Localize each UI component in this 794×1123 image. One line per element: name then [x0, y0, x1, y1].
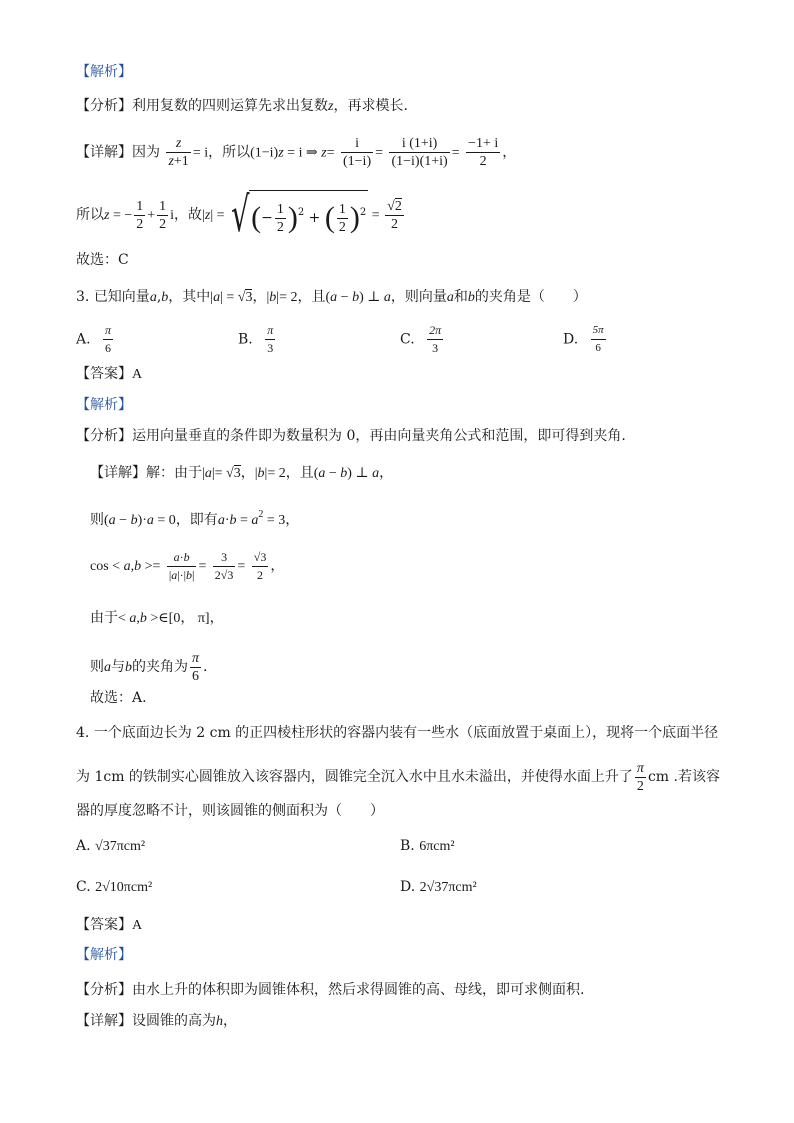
q4-option-d-label: D. [400, 879, 416, 895]
q3-stem-text: 已知向量 [93, 289, 150, 305]
q4-option-b [400, 838, 455, 855]
q3-option-d [563, 322, 608, 357]
q3-option-d-num: 5π [591, 322, 606, 340]
q3-option-c-label: C. [400, 331, 415, 348]
q4-detail-end: ， [223, 1013, 237, 1029]
frac-z-over-z1: $\frac{z}{z+1}$ [168, 136, 189, 169]
frac-i-over-1mi: $\frac{i}{(1-i)}$ [343, 136, 372, 169]
daan-tag: 【答案】 [76, 366, 132, 382]
q2-detail-line1: 【详解】因为 $\frac{z}{z+1}$ = i，所以(1−i)z = i ⇒ z= $\frac{i}{(1-i)}$ = $\frac{i (1+i)}{(1-i)(1+i)}$ = $\frac{-1+ i}{2}$ ， [76, 136, 517, 169]
q2-answer-text: 故选：C [76, 252, 129, 268]
q3-detail-3: cos < a,b >= $\frac{a\cdot b}{|a|\cdot|b|}$ = $\frac{3}{2√3}$ = $\frac{√3}{2}$ ， [90, 549, 285, 582]
q4-line2-b: cm .若该容 [647, 769, 720, 785]
q3-detail2-prefix: 则 [90, 512, 104, 528]
jiexi-tag: 【解析】 [76, 64, 132, 80]
q3-detail5-mid: 与 [111, 659, 125, 675]
q3-option-a-den: 6 [105, 341, 112, 355]
q3-option-c-den: 3 [432, 341, 439, 355]
q3-option-c-num: 2π [427, 322, 443, 340]
q3-option-d-den: 6 [595, 342, 601, 354]
frac-result: $\frac{-1+ i}{2}$ [468, 136, 499, 169]
fenxi-line-q2 [76, 96, 408, 117]
cos-frac-2: $\frac{3}{2√3}$ [214, 549, 234, 582]
q3-detail5-prefix: 则 [90, 659, 104, 675]
fenxi-line-q3 [76, 426, 626, 446]
q3-detail4-prefix: 由于 [90, 610, 118, 626]
q4-option-b-label: B. [400, 838, 415, 854]
q3-option-b [238, 322, 277, 357]
q3-option-d-label: D. [563, 331, 579, 348]
fenxi-line-q4 [76, 980, 584, 1000]
q3-option-a [76, 322, 115, 357]
cos-frac-3: $\frac{√3}{2}$ [253, 549, 267, 582]
q3-stem-c: ，则向量 [390, 289, 447, 305]
q4-detail-text: 设圆锥的高为 [132, 1013, 216, 1029]
q3-option-b-label: B. [238, 331, 253, 348]
frac-half-1: $\frac{1}{2}$ [136, 198, 144, 232]
q4-option-a-label: A. [76, 838, 91, 854]
frac-sqrt2-over-2: $\frac{√2}{2}$ [387, 198, 402, 232]
q3-answer-value: A [132, 367, 143, 382]
q3-jiexi-tag: 【解析】 [76, 397, 132, 413]
line2-prefix: 所以 [76, 207, 104, 223]
q3-detail1-b: ，且 [285, 465, 314, 481]
q3-answer [76, 364, 142, 385]
q4-answer [76, 915, 142, 936]
q4-line2-a: 为 1cm 的铁制实心圆锥放入该容器内，圆锥完全沉入水中且水未溢出，并使得水面上升了 [76, 769, 633, 785]
fenxi-text: 利用复数的四则运算先求出复数 [132, 98, 328, 114]
q3-detail-2: 则(a − b)·a = 0，即有$a\cdot b = a^2 = 3$， [90, 509, 300, 528]
q3-option-b-num: π [265, 322, 275, 340]
q3-fenxi-tag: 【分析】 [76, 428, 132, 444]
frac-expanded: $\frac{i (1+i)}{(1-i)(1+i)}$ [391, 136, 448, 169]
angle-frac: $\frac{\pi}{6}$ [192, 650, 200, 684]
q4-option-a-value: √37πcm² [95, 839, 146, 854]
q4-fenxi-tag: 【分析】 [76, 982, 132, 998]
q4-xiangjie-tag: 【详解】 [76, 1013, 132, 1029]
q3-detail2-mid: ，即有 [175, 512, 218, 528]
q3-option-b-den: 3 [267, 341, 274, 355]
q3-option-a-label: A. [76, 331, 91, 348]
q4-jiexi-tag: 【解析】 [76, 947, 132, 963]
jiexi-heading-q2 [76, 62, 132, 82]
q3-answer-line-text: 故选：A. [90, 690, 147, 706]
q3-detail-5: 则a与b的夹角为 $\frac{\pi}{6}$ . [90, 650, 208, 684]
q3-option-a-num: π [103, 322, 113, 340]
q4-number: 4. [76, 725, 90, 741]
q4-line3: 器的厚度忽略不计，则该圆锥的侧面积为（ ） [76, 803, 384, 819]
q3-stem-end: 的夹角是（ ） [474, 289, 587, 305]
xiangjie-tag: 【详解】 [76, 144, 132, 161]
q3-detail-4: 由于< a,b >∈[0， π]， [90, 610, 224, 626]
q3-stem-and: 和 [453, 289, 468, 305]
line2-mid: ，故 [174, 207, 203, 223]
q4-option-c-label: C. [76, 879, 91, 895]
line1-prefix: 因为 [132, 144, 160, 161]
q4-stem-line2 [76, 758, 720, 796]
q4-fenxi-text: 由水上升的体积即为圆锥体积，然后求得圆锥的高、母线，即可求侧面积. [132, 982, 585, 998]
q2-answer [76, 250, 129, 270]
fenxi-var: z [328, 99, 334, 114]
q4-detail-var: h [216, 1014, 223, 1029]
q4-stem-line3 [76, 801, 384, 821]
q3-xiangjie-tag: 【详解】 [90, 465, 146, 481]
q3-detail-1: 【详解】解：由于|a|= √3，|b|= 2，且(a − b) ⊥ a， [90, 465, 394, 481]
q3-stem-a: ，其中 [168, 289, 211, 305]
q2-detail-line2: 所以z = − $\frac{1}{2}$ + $\frac{1}{2}$ i，故|z| = √(− $\frac{1}{2}$ )$^2$ + ( $\frac{1}{2}$ )$^2$ = $\frac{√2}{2}$ [76, 187, 402, 243]
q4-daan-tag: 【答案】 [76, 917, 132, 933]
frac-half-2: $\frac{1}{2}$ [159, 198, 167, 232]
jiexi-heading-q3 [76, 395, 132, 415]
fenxi-tag: 【分析】 [76, 98, 132, 114]
q4-option-d-value: 2√37πcm² [419, 880, 477, 895]
q3-detail5-end: 的夹角为 [132, 659, 188, 675]
q4-answer-value: A [132, 918, 143, 933]
q4-option-b-value: 6πcm² [419, 839, 455, 854]
q4-option-a [76, 838, 145, 855]
q4-option-c [76, 879, 152, 896]
q3-fenxi-text: 运用向量垂直的条件即为数量积为 0，再由向量夹角公式和范围，即可得到夹角. [132, 428, 626, 444]
q3-answer-line [90, 688, 147, 708]
q3-option-c [400, 322, 445, 357]
q3-stem: 3. 已知向量a,b，其中|a| = √3，|b|= 2，且(a − b) ⊥ a，则向量a和b的夹角是（ ） [76, 289, 587, 305]
q4-option-d [400, 879, 477, 896]
q4-line1: 一个底面边长为 2 cm 的正四棱柱形状的容器内装有一些水（底面放置于桌面上），现将一个底面半径 [93, 725, 719, 741]
q3-detail1-text: 解：由于 [146, 465, 202, 481]
q4-detail [76, 1011, 237, 1032]
line1-mid: ，所以 [208, 144, 251, 161]
jiexi-heading-q4 [76, 945, 132, 965]
q3-stem-b: ，且 [297, 289, 326, 305]
q4-stem-line1 [76, 723, 718, 743]
rise-frac: $\frac{\pi}{2}$ [636, 760, 644, 794]
cos-frac-1: $\frac{a\cdot b}{|a|\cdot|b|}$ [168, 549, 195, 582]
q4-option-c-value: 2√10πcm² [95, 880, 153, 895]
sqrt-icon: √ [230, 187, 249, 243]
q3-number: 3. [76, 289, 90, 305]
fenxi-end: ，再求模长. [333, 98, 408, 114]
